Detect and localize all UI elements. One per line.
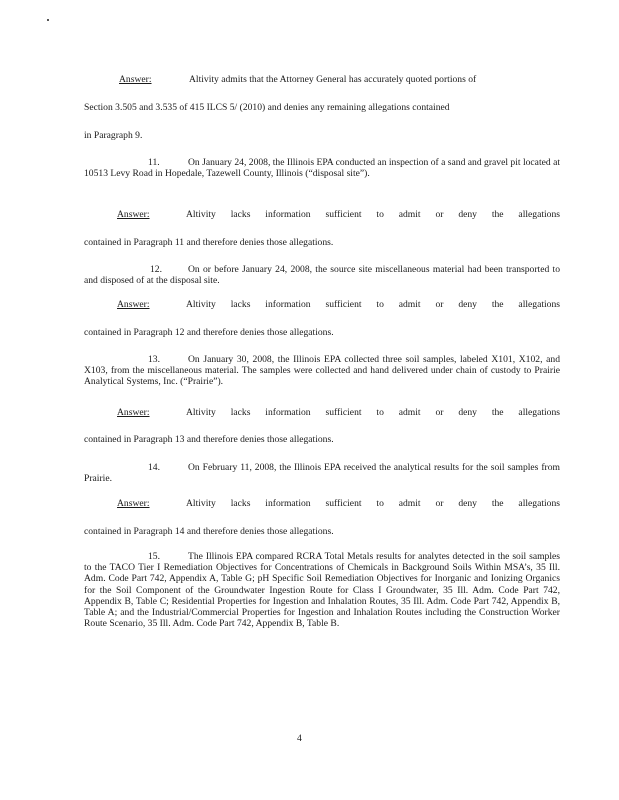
answer-text: Altivity lacks information sufficient to admit or deny the allegations [186, 498, 560, 509]
answer-continuation: contained in Paragraph 14 and therefore denies those allegations. [84, 526, 334, 537]
answer-text: Altivity admits that the Attorney General has accurately quoted portions of [189, 74, 477, 85]
paragraph-number: 13. [148, 354, 160, 365]
scan-speck [47, 19, 49, 21]
paragraph-text: On January 24, 2008, the Illinois EPA conducted an inspection of a sand and gravel pit located at 10513 Levy Road in Hopedale, Tazewell County, Illinois (“disposal site”). [84, 157, 560, 180]
answer-label: Answer: [117, 498, 150, 509]
answer-text: Altivity lacks information sufficient to admit or deny the allegations [186, 299, 560, 310]
answer-continuation: Section 3.505 and 3.535 of 415 ILCS 5/ (2010) and denies any remaining allegations contained [84, 102, 450, 113]
answer-label: Answer: [119, 74, 152, 85]
answer-continuation: contained in Paragraph 11 and therefore denies those allegations. [84, 237, 334, 248]
paragraph-number: 12. [150, 264, 162, 275]
paragraph-text: On or before January 24, 2008, the source site miscellaneous material had been transported to and disposed of at the disposal site. [84, 264, 560, 287]
answer-continuation: contained in Paragraph 12 and therefore denies those allegations. [84, 327, 334, 338]
answer-label: Answer: [117, 299, 150, 310]
answer-text: Altivity lacks information sufficient to admit or deny the allegations [186, 407, 560, 418]
paragraph-text: On February 11, 2008, the Illinois EPA received the analytical results for the soil samples from Prairie. [84, 462, 560, 485]
paragraph-text: On January 30, 2008, the Illinois EPA collected three soil samples, labeled X101, X102, and X103, from the miscellaneous material. The samples were collected and hand delivered under chain of custody to Prairie Analytical Systems, Inc. (“Prairie”). [84, 354, 560, 388]
answer-continuation: contained in Paragraph 13 and therefore denies those allegations. [84, 434, 334, 445]
answer-text: Altivity lacks information sufficient to admit or deny the allegations [186, 209, 560, 220]
paragraph-text: The Illinois EPA compared RCRA Total Metals results for analytes detected in the soil samples to the TACO Tier I Remediation Objectives for Concentrations of Chemicals in Background Soils Within MSA’s, 35 Ill. Adm. Code Part 742, Appendix A, Table G; pH Specific Soil Remediation Objectives for Inorganic and Ionizing Organics for the Soil Component of the Groundwater Ingestion Route for Class I Groundwater, 35 Ill. Adm. Code Part 742, Appendix B, Table C; Residential Properties for Ingestion and Inhalation Routes, 35 Ill. Adm. Code Part 742, Appendix B, Table A; and the Industrial/Commercial Properties for Ingestion and Inhalation Routes including the Construction Worker Route Scenario, 35 Ill. Adm. Code Part 742, Appendix B, Table B. [84, 551, 560, 630]
paragraph-number: 14. [148, 462, 160, 473]
paragraph-number: 11. [148, 157, 160, 168]
answer-continuation: in Paragraph 9. [84, 130, 143, 141]
page-number: 4 [297, 733, 302, 744]
answer-label: Answer: [117, 209, 150, 220]
paragraph-number: 15. [148, 551, 160, 562]
answer-label: Answer: [117, 407, 150, 418]
